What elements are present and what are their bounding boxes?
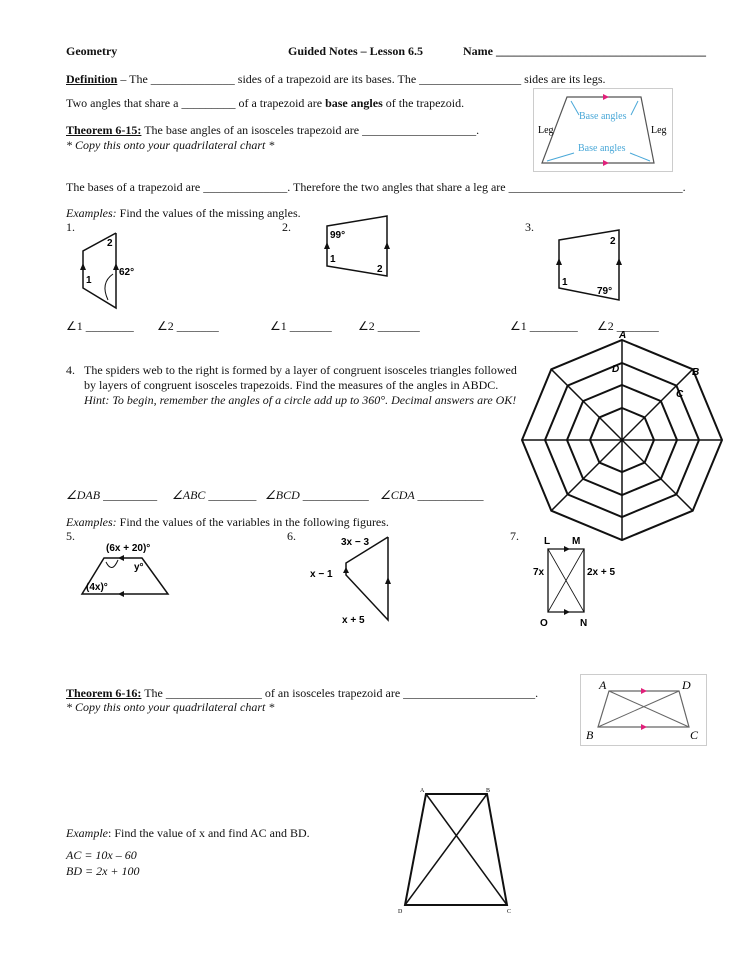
- vertex-A: A: [599, 678, 607, 692]
- given-angle: 62°: [119, 267, 135, 278]
- examples2-intro: [66, 515, 389, 530]
- bases-line: The bases of a trapezoid are ______________. Therefore the two angles that share a leg are _____________________________.: [66, 180, 686, 194]
- middle-label: x − 1: [310, 569, 333, 580]
- angle-1-label: 1: [86, 275, 92, 286]
- examples-label: Examples:: [66, 515, 117, 529]
- answer-blank[interactable]: ∠2 _______: [358, 319, 420, 333]
- vertex-B: B: [586, 728, 594, 742]
- answer-blank[interactable]: ∠1 _______: [270, 319, 332, 333]
- course-title: Geometry: [66, 44, 118, 58]
- base-angles-line: [66, 96, 464, 111]
- trapezoid-diagram: [534, 89, 672, 171]
- theorem-6-16: [66, 686, 538, 701]
- problem4-hint: Hint: To begin, remember the angles of a circle add up to 360°. Decimal answers are OK!: [84, 393, 517, 407]
- diagonals-diagram: [581, 675, 706, 745]
- angle-bcd[interactable]: ∠BCD ___________: [265, 488, 369, 502]
- spider-web-figure: [520, 330, 730, 550]
- answer-blank[interactable]: ∠1 ________: [66, 319, 134, 333]
- trapezoid-base-angles-figure: [533, 88, 673, 172]
- ac-expression: AC = 10x – 60: [66, 848, 137, 862]
- copy-note: * Copy this onto your quadrilateral chart *: [66, 138, 275, 152]
- bd-expression: BD = 2x + 100: [66, 864, 140, 878]
- theorem-text: The ________________ of an isosceles trapezoid are ______________________.: [141, 686, 539, 700]
- example-num-3: 3.: [525, 220, 534, 234]
- base-angles-bold: base angles: [325, 96, 383, 110]
- left-side-label: 7x: [533, 567, 545, 578]
- theorem-text: The base angles of an isosceles trapezoid are ___________________.: [141, 123, 480, 137]
- example-num-7: 7.: [510, 529, 519, 543]
- angle-2-label: 2: [107, 238, 113, 249]
- vertex-L: L: [544, 536, 551, 547]
- example-num-2: 2.: [282, 220, 291, 234]
- vertex-M: M: [572, 536, 581, 547]
- angle-2-label: 2: [610, 236, 616, 247]
- vertex-C: C: [507, 909, 512, 915]
- right-side-label: 2x + 5: [587, 567, 616, 578]
- vertex-B: B: [486, 788, 491, 794]
- answer-blank[interactable]: ∠2 _______: [597, 319, 659, 333]
- lesson-title: Guided Notes – Lesson 6.5: [288, 44, 424, 58]
- theorem-label: Theorem 6-15:: [66, 123, 142, 137]
- web-label-D: D: [612, 364, 620, 375]
- top-side-label: 3x − 3: [341, 537, 370, 548]
- example-num-6: 6.: [287, 529, 296, 543]
- vertex-A: A: [420, 788, 425, 794]
- final-example-intro: [66, 826, 310, 841]
- examples-text: Find the values of the missing angles.: [116, 206, 301, 220]
- example-num-1: 1.: [66, 220, 75, 234]
- examples-intro: [66, 206, 301, 221]
- example5-figure: [80, 538, 180, 608]
- base-angles-pre: Two angles that share a _________ of a trapezoid are: [66, 96, 326, 110]
- name-blank: ___________________________________: [496, 44, 706, 58]
- leg-right-label: Leg: [651, 125, 667, 136]
- bottom-left-angle-label: (4x)°: [86, 582, 108, 593]
- theorem-label: Theorem 6-16:: [66, 686, 142, 700]
- vertex-N: N: [580, 618, 588, 629]
- example2-figure: [325, 214, 395, 294]
- web-label-A: A: [619, 330, 627, 341]
- angle-dab[interactable]: ∠DAB _________: [66, 488, 158, 502]
- web-label-C: C: [676, 389, 684, 400]
- vertex-D: D: [682, 678, 691, 692]
- top-angle-label: (6x + 20)°: [106, 543, 151, 554]
- base-angles-post: of the trapezoid.: [382, 96, 465, 110]
- angle-1-label: 1: [330, 254, 336, 265]
- leg-left-label: Leg: [538, 125, 554, 136]
- angle-abc[interactable]: ∠ABC ________: [172, 488, 257, 502]
- example6-figure: [308, 535, 398, 625]
- examples-text: Find the values of the variables in the following figures.: [116, 515, 389, 529]
- name-field[interactable]: [463, 44, 706, 59]
- example7-figure: [528, 535, 618, 630]
- diagonals-figure: [580, 674, 707, 746]
- vertex-O: O: [540, 618, 548, 629]
- given-angle: 99°: [330, 230, 346, 241]
- angle-1-label: 1: [562, 277, 568, 288]
- example-text: : Find the value of x and find AC and BD.: [107, 826, 310, 840]
- y-angle-label: y°: [134, 562, 144, 573]
- given-angle: 79°: [597, 286, 613, 297]
- base-angles-top-label: Base angles: [579, 111, 627, 122]
- angle-2-label: 2: [377, 264, 383, 275]
- example3-figure: [557, 228, 627, 308]
- example-num-5: 5.: [66, 529, 75, 543]
- base-angles-bottom-label: Base angles: [578, 143, 626, 154]
- definition-text: – The ______________ sides of a trapezoid are its bases. The _________________ sides are its legs.: [117, 72, 606, 86]
- vertex-D: D: [398, 909, 403, 915]
- copy-note: * Copy this onto your quadrilateral chart *: [66, 700, 275, 714]
- vertex-C: C: [690, 728, 699, 742]
- web-label-B: B: [692, 367, 700, 378]
- problem4-line2: by layers of congruent isosceles trapezoids. Find the measures of the angles in ABDC.: [84, 378, 499, 392]
- name-label: Name: [463, 44, 493, 58]
- trapezoid-abcd-figure: [398, 785, 518, 915]
- definition-label: Definition: [66, 72, 118, 86]
- problem4-line1: The spiders web to the right is formed by a layer of congruent isosceles triangles followed: [84, 363, 517, 377]
- bottom-side-label: x + 5: [342, 615, 365, 626]
- example1-figure: [78, 228, 138, 308]
- examples-label: Examples:: [66, 206, 117, 220]
- example-label: Example: [66, 826, 108, 840]
- answer-blank[interactable]: ∠1 ________: [510, 319, 578, 333]
- problem4-num: 4.: [66, 363, 75, 377]
- definition-line: [66, 72, 605, 87]
- theorem-6-15: [66, 123, 479, 138]
- answer-blank[interactable]: ∠2 _______: [157, 319, 219, 333]
- angle-cda[interactable]: ∠CDA ___________: [380, 488, 484, 502]
